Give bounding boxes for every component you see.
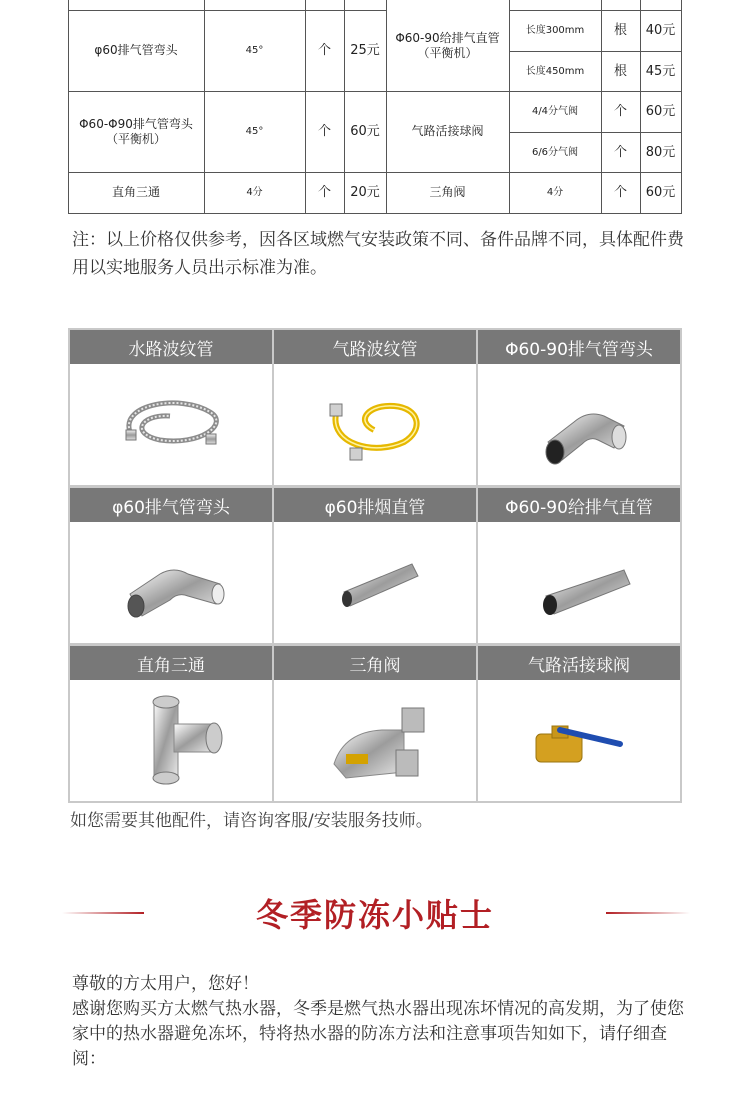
- tips-title: 冬季防冻小贴士: [255, 896, 494, 934]
- table-cell-price: 20元: [350, 185, 380, 200]
- flue-pipe-icon: [274, 522, 476, 643]
- part-label: 三角阀: [274, 646, 476, 680]
- tips-body: 感谢您购买方太燃气热水器，冬季是燃气热水器出现冻坏情况的高发期，为了使您家中的热水器避免冻坏，特将热水器的防冻方法和注意事项告知如下，请仔细查阅：: [72, 999, 684, 1069]
- tee-fitting-icon: [70, 680, 272, 801]
- part-label: Φ60-90排气管弯头: [478, 330, 680, 364]
- part-card[interactable]: [478, 646, 680, 801]
- table-cell-spec: 4/4分气阀: [531, 106, 579, 117]
- table-cell-spec: 4分: [546, 187, 564, 198]
- gas-hose-icon: [274, 364, 476, 485]
- part-label: Φ60-90给排气直管: [478, 488, 680, 522]
- table-cell-name: 气路活接球阀: [411, 124, 484, 138]
- table-cell-price: 25元: [350, 43, 380, 58]
- table-cell-name: [68, 91, 204, 172]
- part-card[interactable]: [70, 330, 272, 485]
- table-cell-name: 三角阀: [429, 185, 466, 199]
- part-label: 直角三通: [70, 646, 272, 680]
- table-cell-spec: 45°: [245, 45, 264, 56]
- table-border: [681, 0, 682, 214]
- table-cell-price: 40元: [645, 23, 676, 38]
- exhaust-elbow-icon: [70, 522, 272, 643]
- table-cell-unit: 个: [613, 185, 627, 200]
- table-cell-spec: 4分: [246, 187, 263, 198]
- part-label: 水路波纹管: [70, 330, 272, 364]
- table-cell-price: 60元: [645, 185, 676, 200]
- water-hose-icon: [70, 364, 272, 485]
- table-cell-unit: 个: [317, 43, 331, 58]
- table-cell-name: [386, 0, 509, 91]
- table-cell-unit: 个: [613, 144, 627, 160]
- part-card[interactable]: [478, 330, 680, 485]
- angle-valve-icon: [274, 680, 476, 801]
- part-label: φ60排烟直管: [274, 488, 476, 522]
- table-cell-spec: 长度300mm: [525, 25, 585, 36]
- table-cell-price: 80元: [645, 144, 676, 160]
- table-cell-name-sub: （平衡机）: [105, 131, 166, 146]
- table-border: [68, 213, 682, 214]
- table-cell-spec: 6/6分气阀: [531, 146, 579, 158]
- table-cell-price: 60元: [350, 124, 380, 139]
- part-card[interactable]: [70, 646, 272, 801]
- price-table: [68, 0, 682, 214]
- coaxial-elbow-icon: [478, 364, 680, 485]
- table-cell-spec: 45°: [245, 126, 264, 137]
- price-note: 注：以上价格仅供参考，因各区域燃气安装政策不同、备件品牌不同，具体配件费用以实地服务人员出示标准为准。: [72, 230, 684, 278]
- table-cell-spec: 长度450mm: [525, 65, 585, 77]
- part-card[interactable]: [274, 330, 476, 485]
- part-card[interactable]: [274, 488, 476, 643]
- part-label: φ60排气管弯头: [70, 488, 272, 522]
- part-card[interactable]: [70, 488, 272, 643]
- part-card[interactable]: [274, 646, 476, 801]
- table-cell-name-text: Φ60-90给排气直管: [395, 30, 500, 45]
- table-cell-name: φ60排气管弯头: [94, 43, 178, 57]
- tips-greeting: 尊敬的方太用户，您好！: [72, 974, 259, 994]
- part-label: 气路波纹管: [274, 330, 476, 364]
- table-cell-unit: 个: [613, 104, 627, 119]
- title-divider-right: [606, 912, 690, 914]
- table-cell-name-text: Φ60-Φ90排气管弯头: [79, 116, 193, 131]
- table-cell-name-sub: （平衡机）: [417, 45, 478, 60]
- coaxial-pipe-icon: [478, 522, 680, 643]
- table-cell-price: 45元: [645, 63, 676, 79]
- tips-intro: [72, 972, 692, 1072]
- more-parts-note: 如您需要其他配件，请咨询客服/安装服务技师。: [70, 811, 433, 831]
- table-cell-unit: 根: [613, 23, 627, 38]
- table-cell-unit: 个: [317, 124, 331, 139]
- part-card[interactable]: [478, 488, 680, 643]
- table-cell-unit: 根: [613, 63, 627, 79]
- table-cell-unit: 个: [317, 185, 331, 200]
- table-cell-price: 60元: [645, 104, 676, 119]
- part-label: 气路活接球阀: [478, 646, 680, 680]
- parts-grid: [68, 328, 682, 803]
- ball-valve-icon: [478, 680, 680, 801]
- table-cell-name: 直角三通: [111, 185, 160, 199]
